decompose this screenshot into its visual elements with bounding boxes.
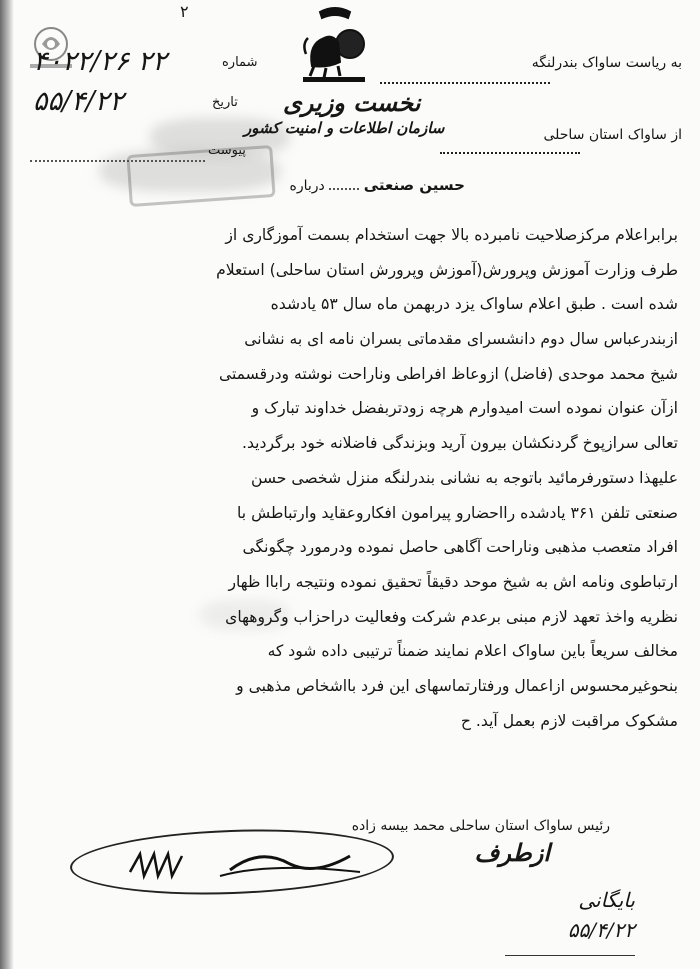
- body-line: مخالف سریعاً باین ساواک اعلام نمایند ضمناً ترتیبی داده شود که: [267, 642, 678, 661]
- body-line: برابراعلام مرکزصلاحیت نامبرده بالا جهت استخدام بسمت آموزگاری از: [225, 226, 678, 244]
- lion-and-sun-emblem-icon: [298, 4, 372, 84]
- body-line: علیهذا دستورفرمائید باتوجه به نشانی بندرلنگه منزل شخصی حسن: [250, 468, 678, 487]
- signature-scrawl: [120, 842, 370, 882]
- body-line: بنحوغیرمحسوس ازاعمال ورفتارتماسهای این فرد بااشخاص مذهبی و: [236, 676, 678, 695]
- signatory-title: رئیس ساواک استان ساحلی محمد بیسه زاده: [351, 818, 610, 834]
- date-label: تاریخ: [212, 95, 238, 110]
- body-line: ازآن عنوان نموده است امیدوارم هرچه زودتربفضل خداوند تبارک و: [251, 399, 678, 418]
- subject-line: [290, 176, 465, 194]
- body-line: تعالی سرازپوخ گردنکشان بیرون آرید وبزندگی فاضلانه خود برگردید.: [242, 434, 678, 453]
- sender-line: از ساواک استان ساحلی: [543, 127, 682, 143]
- letter-date: ۵۵/۴/۲۲: [33, 86, 124, 117]
- body-line: شده است . طبق اعلام ساواک یزد دربهمن ماه سال ۵۳ یادشده: [270, 295, 678, 314]
- letter-body: [38, 218, 678, 738]
- body-line: طرف وزارت آموزش وپرورش(آموزش وپرورش استان ساحلی) استعلام: [216, 260, 678, 279]
- subject-value: حسین صنعتی: [363, 176, 465, 194]
- attachment-blank: [30, 160, 205, 162]
- body-line: ارتباطوی ونامه اش به شیخ موحد دقیقاً تحقیق نموده ونتیجه راباا ظهار: [228, 572, 678, 591]
- body-line: صنعتی تلفن ۳۶۱ یادشده رااحضارو پیرامون افکاروعقاید وارتباطش با: [237, 503, 678, 522]
- subject-label: درباره: [289, 178, 325, 194]
- number-label: شماره: [222, 55, 258, 70]
- organization-name: سازمان اطلاعات و امنیت کشور: [244, 119, 445, 137]
- recipient-underline: [380, 82, 550, 84]
- handwritten-note: ازطرف: [474, 838, 550, 867]
- photocopy-edge: [0, 0, 14, 969]
- faded-stamp: [126, 145, 275, 207]
- body-line: نظریه واخذ تعهد لازم مبنی برعدم شرکت وفعالیت دراحزاب وگروههای: [225, 607, 678, 626]
- sender-underline: [440, 152, 580, 154]
- letter-number: ۴۰۲۲/۲۶ ۲۲: [33, 46, 167, 77]
- margin-note: بایگانی ۵۵/۴/۲۲: [505, 885, 635, 956]
- recipient-line: به ریاست ساواک بندرلنگه: [531, 55, 682, 71]
- attachment-label: پیوست: [208, 143, 246, 158]
- body-line: ازبندرعباس سال دوم دانشسرای مقدماتی بسران نامه ای به نشانی: [244, 330, 678, 349]
- body-line: مشکوک مراقبت لازم بعمل آید. ح: [460, 711, 678, 730]
- page-mark: ۲: [180, 2, 189, 21]
- body-line: افراد متعصب مذهبی وناراحت آگاهی حاصل نموده ودرمورد چگونگی: [242, 538, 678, 557]
- office-title: نخست وزیری: [283, 88, 421, 117]
- body-line: شیخ محمد موحدی (فاضل) ازوعاظ افراطی وناراحت نوشته ودرقسمتی: [218, 364, 678, 383]
